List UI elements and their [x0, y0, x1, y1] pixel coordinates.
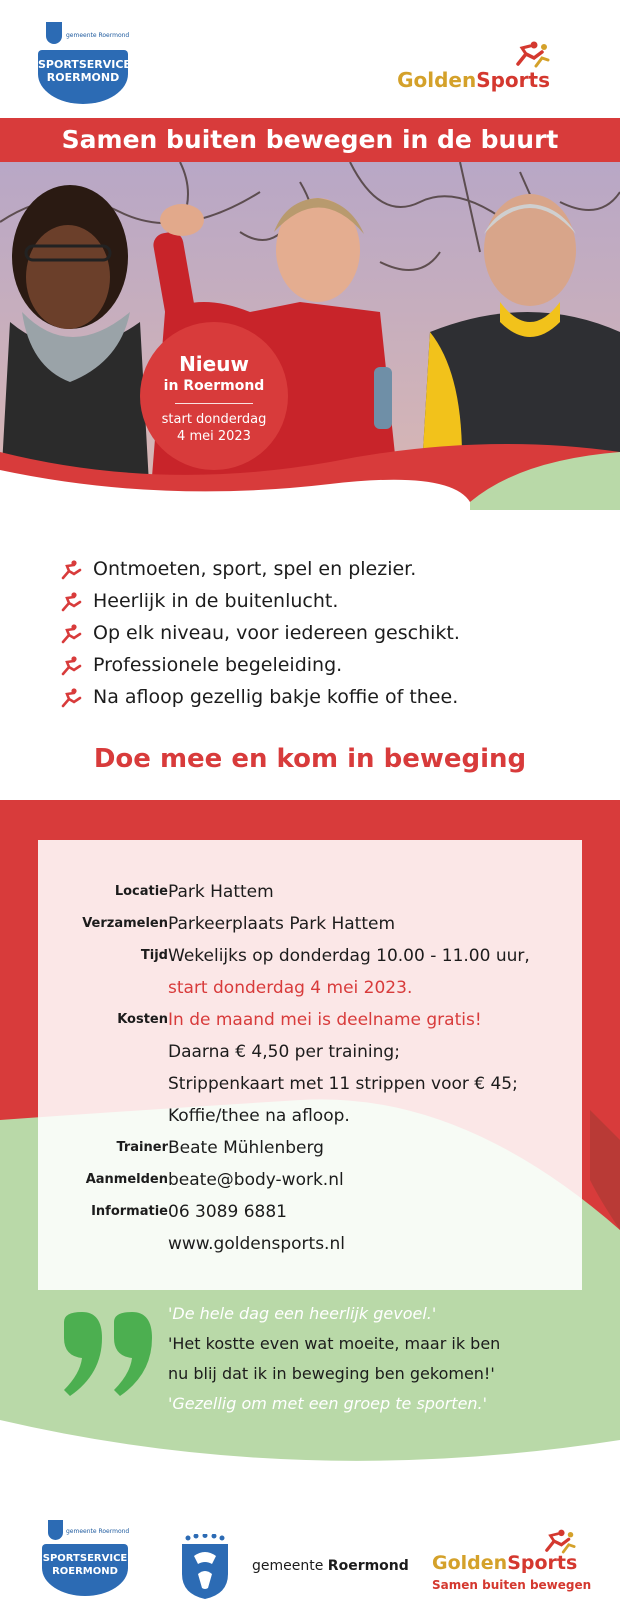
logo-line-2: ROERMOND	[46, 71, 120, 84]
list-item	[60, 617, 600, 649]
info-card	[38, 840, 582, 1290]
info-value: In de maand mei is deelname gratis!	[168, 1010, 482, 1030]
footer-goldensports-logo	[430, 1528, 592, 1598]
info-label: Kosten	[117, 1012, 168, 1027]
runner-icon	[60, 624, 82, 644]
footer-sportservice-logo	[42, 1518, 130, 1600]
goldensports-wordmark: GoldenSports	[397, 68, 550, 92]
title-bar	[0, 118, 620, 162]
badge-date: 4 mei 2023	[177, 429, 251, 444]
quote-line: nu blij dat ik in beweging ben gekomen!'	[168, 1364, 495, 1383]
info-row	[38, 1068, 582, 1100]
info-row	[38, 940, 582, 972]
info-row	[38, 1164, 582, 1196]
hero-photo	[0, 162, 620, 502]
page-title: Samen buiten bewegen in de buurt	[61, 125, 559, 154]
runner-icon	[60, 688, 82, 708]
info-value-phone[interactable]: 06 3089 6881	[168, 1202, 287, 1222]
info-row	[38, 1036, 582, 1068]
info-value: Daarna € 4,50 per training;	[168, 1042, 400, 1062]
info-value: start donderdag 4 mei 2023.	[168, 978, 413, 998]
list-item-text: Professionele begeleiding.	[93, 654, 343, 676]
runner-icon	[60, 592, 82, 612]
roermond-crest-icon	[46, 22, 62, 44]
info-value: Parkeerplaats Park Hattem	[168, 914, 396, 934]
gemeente-roermond-wordmark: gemeente Roermond	[252, 1558, 409, 1574]
logo-line-1: SPORTSERVICE	[38, 58, 131, 71]
logo-top-text: gemeente Roermond	[66, 1528, 130, 1535]
goldensports-tagline: Samen buiten bewegen	[432, 1578, 592, 1592]
info-row	[38, 1004, 582, 1036]
logo-shield	[38, 50, 131, 104]
info-value-email[interactable]: beate@body-work.nl	[168, 1170, 344, 1190]
list-item-text: Na afloop gezellig bakje koffie of thee.	[93, 686, 459, 708]
new-badge	[140, 322, 288, 470]
list-item-text: Op elk niveau, voor iedereen geschikt.	[93, 622, 460, 644]
runner-icon	[60, 656, 82, 676]
quote-line: 'Het kostte even wat moeite, maar ik ben	[168, 1334, 501, 1353]
quote-line: 'Gezellig om met een groep te sporten.'	[168, 1394, 488, 1413]
logo-line-2: ROERMOND	[52, 1566, 118, 1577]
sportservice-roermond-logo	[36, 20, 130, 106]
header	[0, 0, 620, 118]
info-row	[38, 1100, 582, 1132]
quote-mark-icon	[58, 1312, 158, 1402]
list-item	[60, 649, 600, 681]
footer	[0, 1476, 620, 1623]
info-label: Trainer	[116, 1140, 168, 1155]
info-value: Strippenkaart met 11 strippen voor € 45;	[168, 1074, 518, 1094]
info-label: Aanmelden	[85, 1172, 168, 1187]
call-to-action: Doe mee en kom in beweging	[93, 744, 527, 774]
info-value: Wekelijks op donderdag 10.00 - 11.00 uur,	[168, 946, 530, 966]
info-value-website[interactable]: www.goldensports.nl	[168, 1234, 345, 1254]
info-row	[38, 1228, 582, 1260]
logo-top-text: gemeente Roermond	[66, 32, 130, 39]
logo-line-1: SPORTSERVICE	[42, 1553, 128, 1564]
badge-title: Nieuw	[179, 352, 249, 376]
goldensports-wordmark: GoldenSports	[432, 1552, 578, 1574]
quote-line: 'De hele dag een heerlijk gevoel.'	[168, 1304, 437, 1323]
logo-shield	[42, 1544, 128, 1596]
testimonial	[0, 1300, 620, 1450]
info-label: Locatie	[114, 884, 168, 899]
hero-photo-illustration	[0, 162, 620, 502]
list-item-text: Ontmoeten, sport, spel en plezier.	[93, 558, 417, 580]
info-row	[38, 972, 582, 1004]
feature-list	[60, 553, 600, 713]
roermond-crest-icon	[48, 1520, 63, 1540]
info-value: Koffie/thee na afloop.	[168, 1106, 350, 1126]
list-item-text: Heerlijk in de buitenlucht.	[93, 590, 339, 612]
info-label: Verzamelen	[82, 916, 168, 931]
gemeente-crest-icon	[180, 1534, 230, 1600]
badge-start-label: start donderdag	[161, 412, 267, 427]
runners-icon	[504, 40, 550, 70]
info-row	[38, 1196, 582, 1228]
list-item	[60, 553, 600, 585]
wave-divider	[0, 470, 620, 510]
badge-divider	[175, 403, 253, 404]
info-value: Park Hattem	[168, 882, 274, 902]
info-label: Tijd	[140, 948, 168, 963]
info-row	[38, 876, 582, 908]
badge-subtitle: in Roermond	[163, 378, 265, 394]
info-row	[38, 908, 582, 940]
list-item	[60, 585, 600, 617]
info-value: Beate Mühlenberg	[168, 1138, 324, 1158]
info-label: Informatie	[91, 1204, 168, 1219]
goldensports-logo	[390, 40, 550, 96]
runner-icon	[60, 560, 82, 580]
list-item	[60, 681, 600, 713]
info-row	[38, 1132, 582, 1164]
